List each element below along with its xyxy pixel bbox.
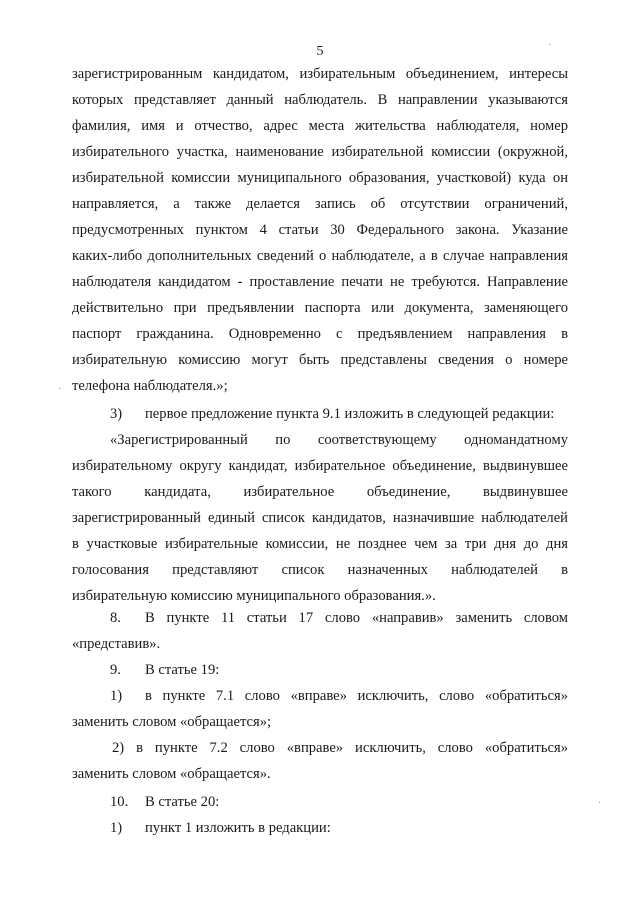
paragraph-line: избирательной комиссии муниципального образования, участковой) куда он	[72, 170, 568, 186]
paragraph-line: направляется, а также делается запись об отсутствии ограничений,	[72, 196, 568, 212]
item-8-text: «представив».	[72, 636, 161, 652]
quote-line: избирательную комиссию муниципального образования.».	[72, 588, 436, 604]
paragraph-line: каких-либо дополнительных сведений о наблюдателе, а в случае направления	[72, 248, 568, 264]
quote-line: голосования представляют список назначенных наблюдателей в	[72, 562, 568, 578]
paragraph-line: паспорт гражданина. Одновременно с предъявлением направления в	[72, 326, 568, 342]
paragraph-line: фамилия, имя и отчество, адрес места жительства наблюдателя, номер	[72, 118, 568, 134]
item-9-1-text: заменить словом «обращается»;	[72, 714, 272, 730]
item-9-2-text: 2) в пункте 7.2 слово «вправе» исключить, слово «обратиться»	[112, 740, 568, 756]
paragraph-line: наблюдателя кандидатом - проставление печати не требуются. Направление	[72, 274, 568, 290]
paragraph-line: зарегистрированным кандидатом, избирательным объединением, интересы	[72, 66, 568, 82]
item-9-number: 9.	[110, 662, 121, 678]
scan-speck: ·	[548, 40, 552, 51]
quote-line: зарегистрированный единый список кандидатов, назначившие наблюдателей	[72, 510, 568, 526]
paragraph-line: избирательного участка, наименование избирательной комиссии (окружной,	[72, 144, 568, 160]
paragraph-line: телефона наблюдателя.»;	[72, 378, 228, 394]
paragraph-line: избирательную комиссию могут быть представлены сведения о номере	[72, 352, 568, 368]
paragraph-line: которых представляет данный наблюдатель. В направлении указываются	[72, 92, 568, 108]
paragraph-line: предусмотренных пунктом 4 статьи 30 Федерального закона. Указание	[72, 222, 568, 238]
quote-line: избирательному округу кандидат, избирательное объединение, выдвинувшее	[72, 458, 568, 474]
item-8-text: В пункте 11 статьи 17 слово «направив» заменить словом	[145, 610, 568, 626]
item-9-1-number: 1)	[110, 688, 123, 704]
quote-line: «Зарегистрированный по соответствующему одномандатному	[110, 432, 568, 448]
item-3-number: 3)	[110, 406, 123, 422]
item-9-2-text: заменить словом «обращается».	[72, 766, 271, 782]
item-10-text: В статье 20:	[145, 794, 220, 810]
item-9-text: В статье 19:	[145, 662, 220, 678]
item-10-1-text: пункт 1 изложить в редакции:	[145, 820, 331, 836]
paragraph-line: действительно при предъявлении паспорта или документа, заменяющего	[72, 300, 568, 316]
quote-line: такого кандидата, избирательное объединение, выдвинувшее	[72, 484, 568, 500]
item-10-number: 10.	[110, 794, 129, 810]
page-number: 5	[316, 44, 324, 59]
item-8-number: 8.	[110, 610, 121, 626]
scan-speck: ·	[58, 384, 62, 395]
item-10-1-number: 1)	[110, 820, 123, 836]
scan-speck: ·	[598, 798, 602, 809]
quote-line: в участковые избирательные комиссии, не позднее чем за три дня до дня	[72, 536, 568, 552]
item-3-text: первое предложение пункта 9.1 изложить в следующей редакции:	[145, 406, 555, 422]
item-9-1-text: в пункте 7.1 слово «вправе» исключить, слово «обратиться»	[145, 688, 568, 704]
